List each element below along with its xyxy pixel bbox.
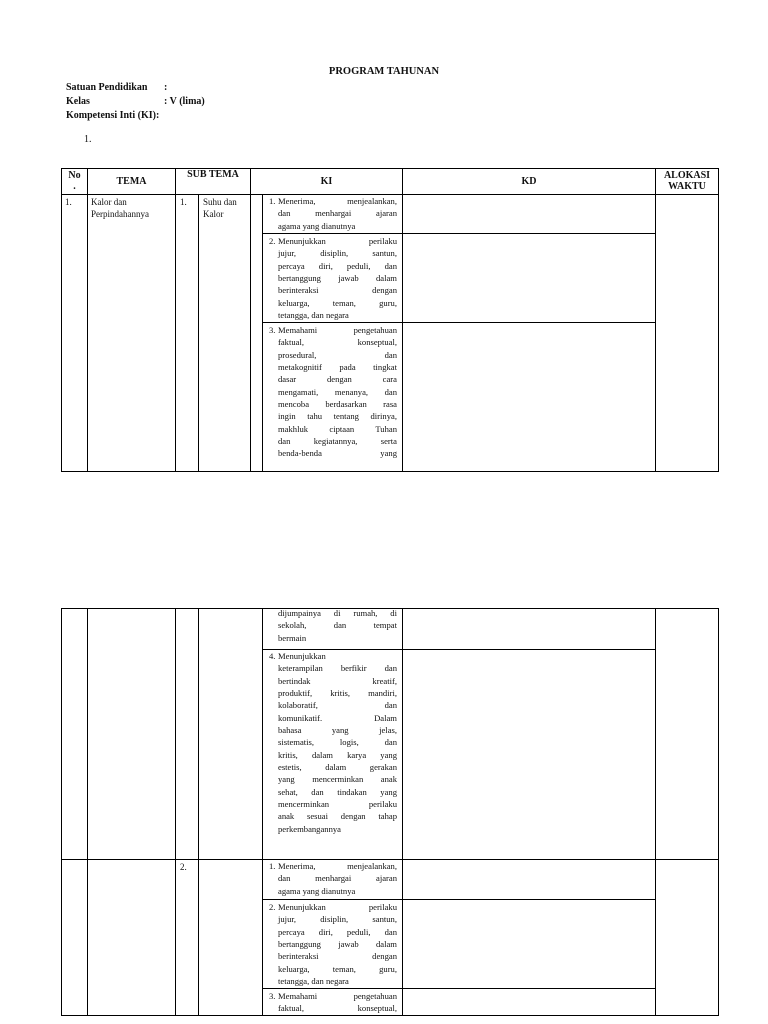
satuan-pendidikan-value: : (164, 82, 168, 93)
ki-item-3-continued: dijumpainya di rumah, di sekolah, dan tempat bermain (278, 608, 397, 643)
header-kd: KD (521, 176, 537, 187)
header-subtema: SUB TEMA (187, 169, 239, 180)
kelas-value: : V (lima) (164, 96, 205, 107)
row2-subtema-no: 2. (180, 862, 187, 872)
row1-subtema-no: 1. (180, 197, 187, 207)
ki-item-1-row2: 1. Menerima, menjealankan, dan menhargai ajaran agama yang dianutnya (269, 861, 397, 896)
header-no: No . (68, 170, 81, 192)
ki-item-4: 4. Menunjukkan keterampilan berfikir dan bertindak kreatif, produktif, kritis, mandiri, kolaboratif, dan komunikatif. Dalam bahasa yang jelas, sistematis, logis, dan kritis, dalam karya yang estetis, dalam gerakan yang mencerminkan anak sehat, dan tindakan yang mencerminkan perilaku anak sesuai dengan tahap perkembangannya (269, 651, 397, 834)
ki-item-2-row2: 2. Menunjukkan perilaku jujur, disiplin, santun, percaya diri, peduli, dan bertanggung jawab dalam berinteraksi dengan keluarga, teman, guru, tetangga, dan negara (269, 902, 397, 987)
kelas-row (66, 96, 205, 107)
header-ki: KI (320, 176, 333, 187)
ki-first-number: 1. (84, 134, 92, 145)
row1-tema: Kalor dan Perpindahannya (91, 197, 149, 220)
document-title: PROGRAM TAHUNAN (328, 66, 440, 77)
ki-item-3: 3. Memahami pengetahuan faktual, konseptual, prosedural, dan metakognitif pada tingkat dasar dengan cara mengamati, menanya, dan mencoba berdasarkan rasa ingin tahu tentang dirinya, makhluk ciptaan Tuhan dan kegiatannya, serta benda-benda yang (269, 325, 397, 459)
ki-item-1: 1. Menerima, menjealankan, dan menhargai ajaran agama yang dianutnya (269, 196, 397, 231)
kelas-label: Kelas (66, 96, 90, 107)
ki-item-2: 2. Menunjukkan perilaku jujur, disiplin, santun, percaya diri, peduli, dan bertanggung jawab dalam berinteraksi dengan keluarga, teman, guru, tetangga, dan negara (269, 236, 397, 321)
satuan-pendidikan-row (66, 82, 168, 93)
header-alokasi-waktu: ALOKASI WAKTU (663, 170, 711, 192)
satuan-pendidikan-label: Satuan Pendidikan (66, 82, 148, 93)
ki-item-3-row2: 3. Memahami pengetahuan faktual, konseptual, (269, 991, 397, 1014)
kompetensi-inti-label: Kompetensi Inti (KI): (66, 110, 160, 121)
row1-no: 1. (65, 197, 72, 207)
header-tema: TEMA (116, 176, 147, 187)
row1-subtema: Suhu dan Kalor (203, 197, 237, 220)
